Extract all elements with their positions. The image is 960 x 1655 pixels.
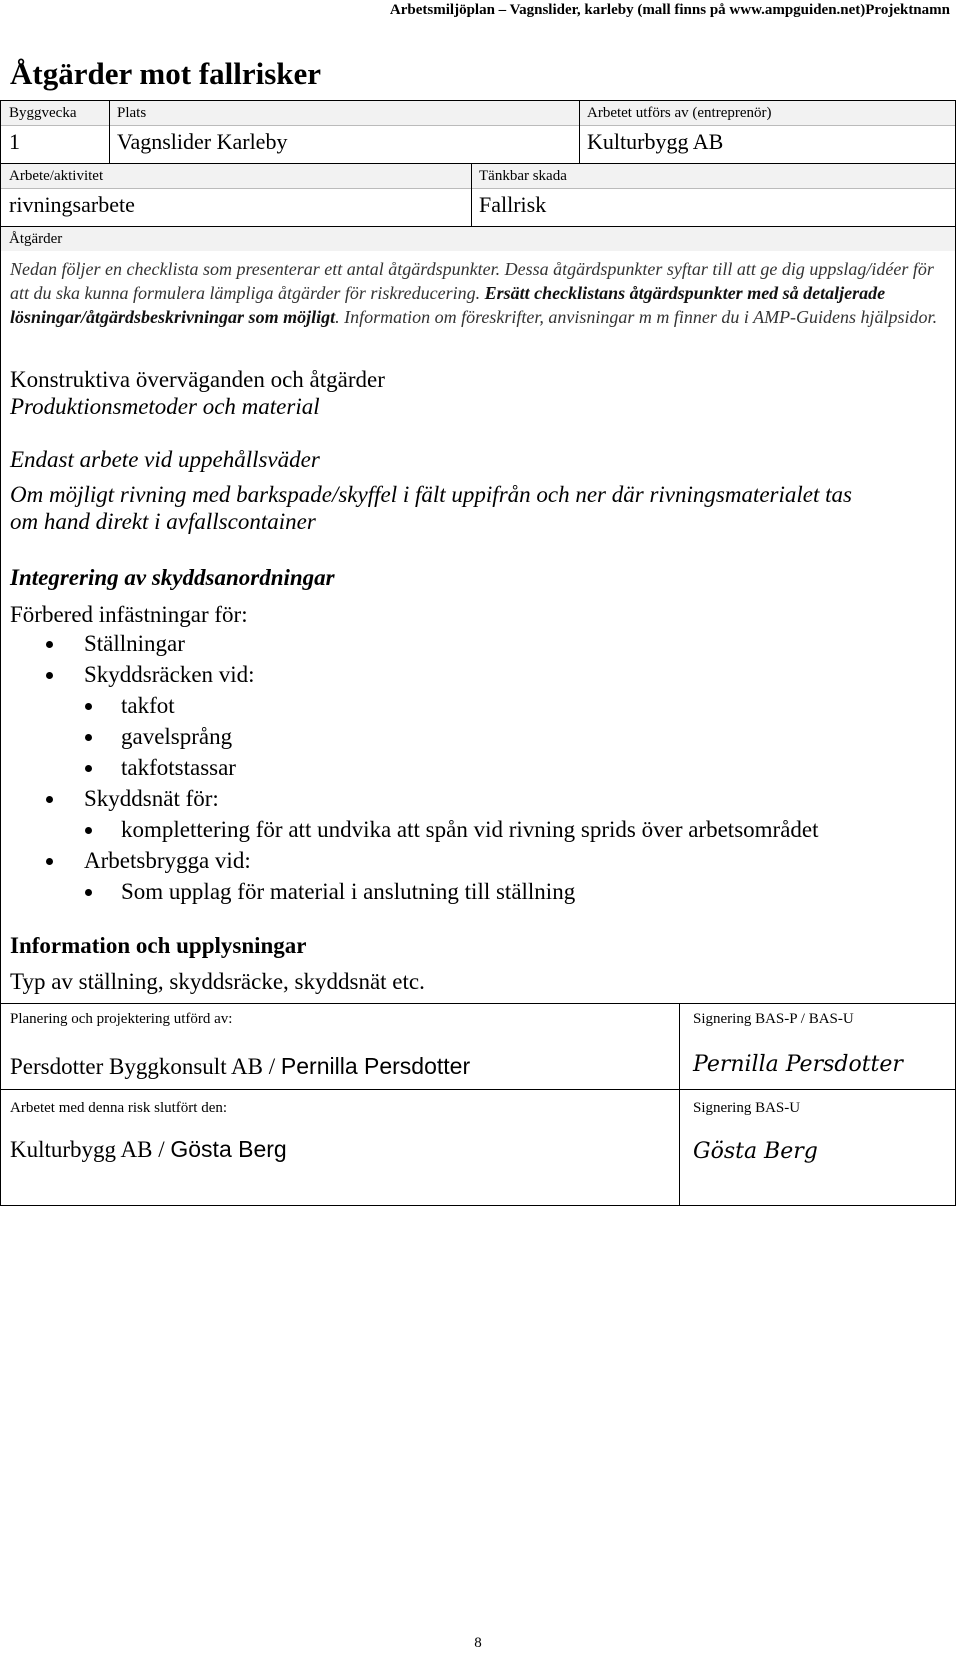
bullet-arbetsbrygga: [84, 847, 251, 875]
line-rivning-1: Om möjligt rivning med barkspade/skyffel i fält uppifrån och ner där rivningsmaterialet tas: [10, 482, 852, 507]
bullet-label: Arbetsbrygga vid:: [84, 848, 251, 873]
heading-integrering: Integrering av skyddsanordningar: [10, 565, 335, 590]
bullet-label: Som upplag för material i anslutning till ställning: [121, 879, 576, 904]
completed-value: [10, 1135, 287, 1164]
planning-person: Pernilla Persdotter: [280, 1053, 471, 1079]
bullet-dot: [46, 796, 53, 803]
heading-produktion: Produktionsmetoder och material: [10, 394, 320, 419]
heading-konstruktiva: Konstruktiva överväganden och åtgärder: [10, 367, 385, 392]
intro-bold: Ersätt checklistans åtgärdspunkter med så detaljerade lösningar/åtgärdsbeskrivningar som möjligt: [10, 283, 886, 327]
bullet-dot: [46, 672, 53, 679]
skada-value: Fallrisk: [479, 192, 547, 217]
bullet-dot: [85, 827, 92, 834]
subbullet-takfot: [121, 692, 175, 720]
line-rivning-2: om hand direkt i avfallscontainer: [10, 509, 316, 534]
bullet-label: takfot: [121, 693, 175, 718]
bullet-label: gavelsprång: [121, 724, 233, 749]
planning-company: Persdotter Byggkonsult AB /: [10, 1054, 281, 1079]
bullet-skyddsnat: [84, 785, 219, 813]
running-header: Arbetsmiljöplan – Vagnslider, karleby (mall finns på www.ampguiden.net)Projektnamn: [389, 2, 950, 18]
bullet-label: Ställningar: [84, 631, 185, 656]
bullet-dot: [85, 734, 92, 741]
aktivitet-label: Arbete/aktivitet: [1, 164, 471, 188]
subbullet-upplag: [121, 878, 575, 906]
planning-value: [10, 1052, 470, 1081]
bullet-dot: [85, 889, 92, 896]
bullet-dot: [85, 765, 92, 772]
aktivitet-value: rivningsarbete: [9, 192, 135, 217]
sign2-label: Signering BAS-U: [693, 1100, 801, 1116]
bullet-label: komplettering för att undvika att spån vid rivning sprids över arbetsområdet: [121, 817, 819, 842]
info-text: Typ av ställning, skyddsräcke, skyddsnät etc.: [10, 969, 425, 994]
completed-person: Gösta Berg: [170, 1136, 287, 1162]
prepare-text: Förbered infästningar för:: [10, 602, 248, 627]
page-number: 8: [474, 1635, 482, 1651]
signature-pernilla: Pernilla Persdotter: [693, 1052, 903, 1077]
page-title: Åtgärder mot fallrisker: [10, 56, 322, 91]
bullet-dot: [46, 858, 53, 865]
heading-information: Information och upplysningar: [10, 933, 307, 958]
skada-label: Tänkbar skada: [471, 164, 955, 188]
intro-part2: . Information om föreskrifter, anvisningar m m finner du i AMP-Guidens hjälpsidor.: [335, 307, 938, 327]
completed-company: Kulturbygg AB /: [10, 1137, 171, 1162]
byggvecka-value: 1: [9, 129, 20, 154]
entreprenor-value: Kulturbygg AB: [587, 129, 724, 154]
plats-value: Vagnslider Karleby: [117, 129, 288, 154]
subbullet-komplettering: [121, 816, 819, 844]
bullet-label: takfotstassar: [121, 755, 236, 780]
bullet-skyddsracken: [84, 661, 255, 689]
intro-text: [10, 257, 940, 329]
subbullet-gavelsprang: [121, 723, 232, 751]
bullet-dot: [85, 703, 92, 710]
bullet-label: Skyddsnät för:: [84, 786, 219, 811]
plats-label: Plats: [109, 101, 579, 125]
subbullet-takfotstassar: [121, 754, 236, 782]
completed-label: Arbetet med denna risk slutfört den:: [10, 1100, 228, 1116]
bullet-dot: [46, 641, 53, 648]
line-uppehallsvader: Endast arbete vid uppehållsväder: [10, 447, 320, 472]
bullet-stallningar: [84, 630, 185, 658]
byggvecka-label: Byggvecka: [1, 101, 109, 125]
planning-label: Planering och projektering utförd av:: [10, 1011, 233, 1027]
signature-gosta: Gösta Berg: [693, 1139, 818, 1164]
sign1-label: Signering BAS-P / BAS-U: [693, 1011, 854, 1027]
atgarder-label: Åtgärder: [1, 227, 955, 251]
bullet-label: Skyddsräcken vid:: [84, 662, 255, 687]
intro-part1: Nedan följer en checklista som presenterar ett antal åtgärdspunkter. Dessa åtgärdspunkter syftar till att ge dig uppslag/idéer för att du ska kunna formulera lämpliga åtgärder för riskreducering.: [10, 259, 934, 303]
entreprenor-label: Arbetet utförs av (entreprenör): [579, 101, 955, 125]
